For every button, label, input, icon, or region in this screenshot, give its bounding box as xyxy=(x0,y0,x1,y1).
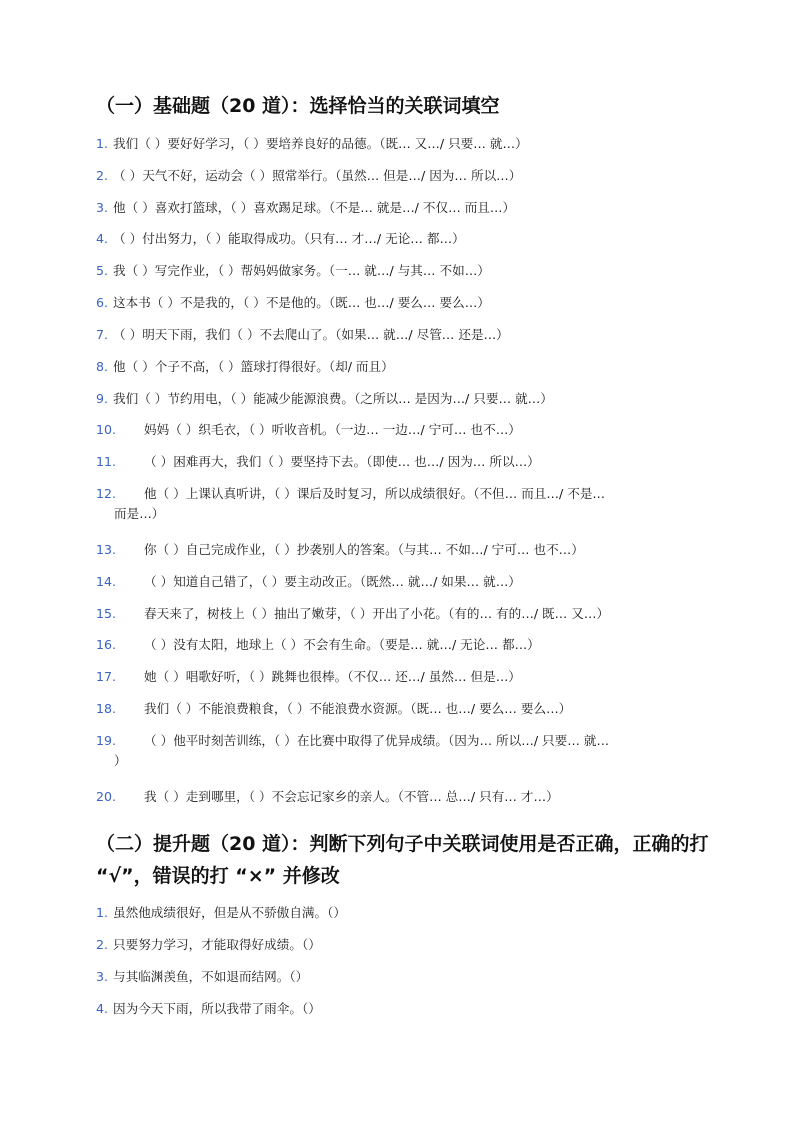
section-title-basic: （一）基础题（20 道）：选择恰当的关联词填空 xyxy=(96,95,500,117)
question-text: 她（ ）唱歌好听，（ ）跳舞也很棒。（不仅… 还…/ 虽然… 但是…） xyxy=(144,669,521,684)
question-text-continuation: 而是…） xyxy=(114,506,165,521)
question-number: 1. xyxy=(96,905,109,920)
question-item xyxy=(96,484,701,524)
question-item xyxy=(96,357,701,377)
question-item xyxy=(96,325,701,345)
question-item xyxy=(96,903,701,923)
question-number: 2. xyxy=(96,937,109,952)
question-text: （ ）没有太阳，地球上（ ）不会有生命。（要是… 就…/ 无论… 都…） xyxy=(144,637,540,652)
question-text: 虽然他成绩很好，但是从不骄傲自满。（） xyxy=(113,905,346,920)
question-text: 你（ ）自己完成作业，（ ）抄袭别人的答案。（与其… 不如…/ 宁可… 也不…） xyxy=(144,542,584,557)
question-number: 16. xyxy=(96,637,117,652)
question-text: 因为今天下雨，所以我带了雨伞。（） xyxy=(113,1001,321,1016)
question-item xyxy=(96,635,701,655)
question-number: 6. xyxy=(96,295,109,310)
question-number: 14. xyxy=(96,574,117,589)
question-item xyxy=(96,261,701,281)
question-text: 与其临渊羡鱼，不如退而结网。（） xyxy=(113,969,309,984)
question-text: 我们（ ）要好好学习，（ ）要培养良好的品德。（既… 又…/ 只要… 就…） xyxy=(113,136,528,151)
question-item xyxy=(96,134,701,154)
question-text: （ ）付出努力，（ ）能取得成功。（只有… 才…/ 无论… 都…） xyxy=(113,231,465,246)
question-number: 3. xyxy=(96,969,109,984)
question-number: 4. xyxy=(96,1001,109,1016)
question-item xyxy=(96,420,701,440)
question-item xyxy=(96,667,701,687)
question-text: （ ）明天下雨，我们（ ）不去爬山了。（如果… 就…/ 尽管… 还是…） xyxy=(113,327,509,342)
question-item xyxy=(96,787,701,807)
question-number: 18. xyxy=(96,701,117,716)
question-text: （ ）知道自己错了，（ ）要主动改正。（既然… 就…/ 如果… 就…） xyxy=(144,574,521,589)
question-number: 11. xyxy=(96,454,117,469)
question-item xyxy=(96,293,701,313)
question-item xyxy=(96,999,701,1019)
question-text-continuation: ） xyxy=(114,753,127,768)
question-text: （ ）困难再大，我们（ ）要坚持下去。（即使… 也…/ 因为… 所以…） xyxy=(144,454,540,469)
question-text: 我（ ）写完作业，（ ）帮妈妈做家务。（一… 就…/ 与其… 不如…） xyxy=(113,263,490,278)
question-number: 12. xyxy=(96,486,117,501)
question-text: 春天来了，树枝上（ ）抽出了嫩芽，（ ）开出了小花。（有的… 有的…/ 既… 又…） xyxy=(144,606,610,621)
question-item xyxy=(96,166,701,186)
question-number: 20. xyxy=(96,789,117,804)
question-number: 4. xyxy=(96,231,109,246)
question-number: 19. xyxy=(96,733,117,748)
question-number: 13. xyxy=(96,542,117,557)
question-item xyxy=(96,604,701,624)
question-text: 这本书（ ）不是我的，（ ）不是他的。（既… 也…/ 要么… 要么…） xyxy=(113,295,490,310)
question-number: 17. xyxy=(96,669,117,684)
question-text: 我们（ ）不能浪费粮食，（ ）不能浪费水资源。（既… 也…/ 要么… 要么…） xyxy=(144,701,572,716)
question-item xyxy=(96,731,701,771)
question-item xyxy=(96,572,701,592)
question-text: （ ）他平时刻苦训练，（ ）在比赛中取得了优异成绩。（因为… 所以…/ 只要… 就… xyxy=(144,733,610,748)
question-number: 5. xyxy=(96,263,109,278)
question-number: 2. xyxy=(96,168,109,183)
question-text: 他（ ）个子不高，（ ）篮球打得很好。（却/ 而且） xyxy=(113,359,394,374)
question-text: 我们（ ）节约用电，（ ）能减少能源浪费。（之所以… 是因为…/ 只要… 就…） xyxy=(113,391,553,406)
question-number: 7. xyxy=(96,327,109,342)
question-item xyxy=(96,389,701,409)
question-text: 他（ ）喜欢打篮球，（ ）喜欢踢足球。（不是… 就是…/ 不仅… 而且…） xyxy=(113,200,516,215)
question-number: 15. xyxy=(96,606,117,621)
question-item xyxy=(96,540,701,560)
question-number: 8. xyxy=(96,359,109,374)
question-text: 妈妈（ ）织毛衣，（ ）听收音机。（一边… 一边…/ 宁可… 也不…） xyxy=(144,422,521,437)
question-item xyxy=(96,198,701,218)
question-number: 10. xyxy=(96,422,117,437)
question-number: 9. xyxy=(96,391,109,406)
question-number: 3. xyxy=(96,200,109,215)
question-text: 只要努力学习，才能取得好成绩。（） xyxy=(113,937,321,952)
question-text: （ ）天气不好，运动会（ ）照常举行。（虽然… 但是…/ 因为… 所以…） xyxy=(113,168,522,183)
question-item xyxy=(96,452,701,472)
question-item xyxy=(96,967,701,987)
question-item xyxy=(96,699,701,719)
question-item xyxy=(96,229,701,249)
question-number: 1. xyxy=(96,136,109,151)
question-text: 他（ ）上课认真听讲，（ ）课后及时复习，所以成绩很好。（不但… 而且…/ 不是… xyxy=(144,486,606,501)
question-text: 我（ ）走到哪里，（ ）不会忘记家乡的亲人。（不管… 总…/ 只有… 才…） xyxy=(144,789,559,804)
question-item xyxy=(96,935,701,955)
section-title-advanced: （二）提升题（20 道）：判断下列句子中关联词使用是否正确，正确的打 “√”，错误的打 “×” 并修改 xyxy=(96,833,709,887)
